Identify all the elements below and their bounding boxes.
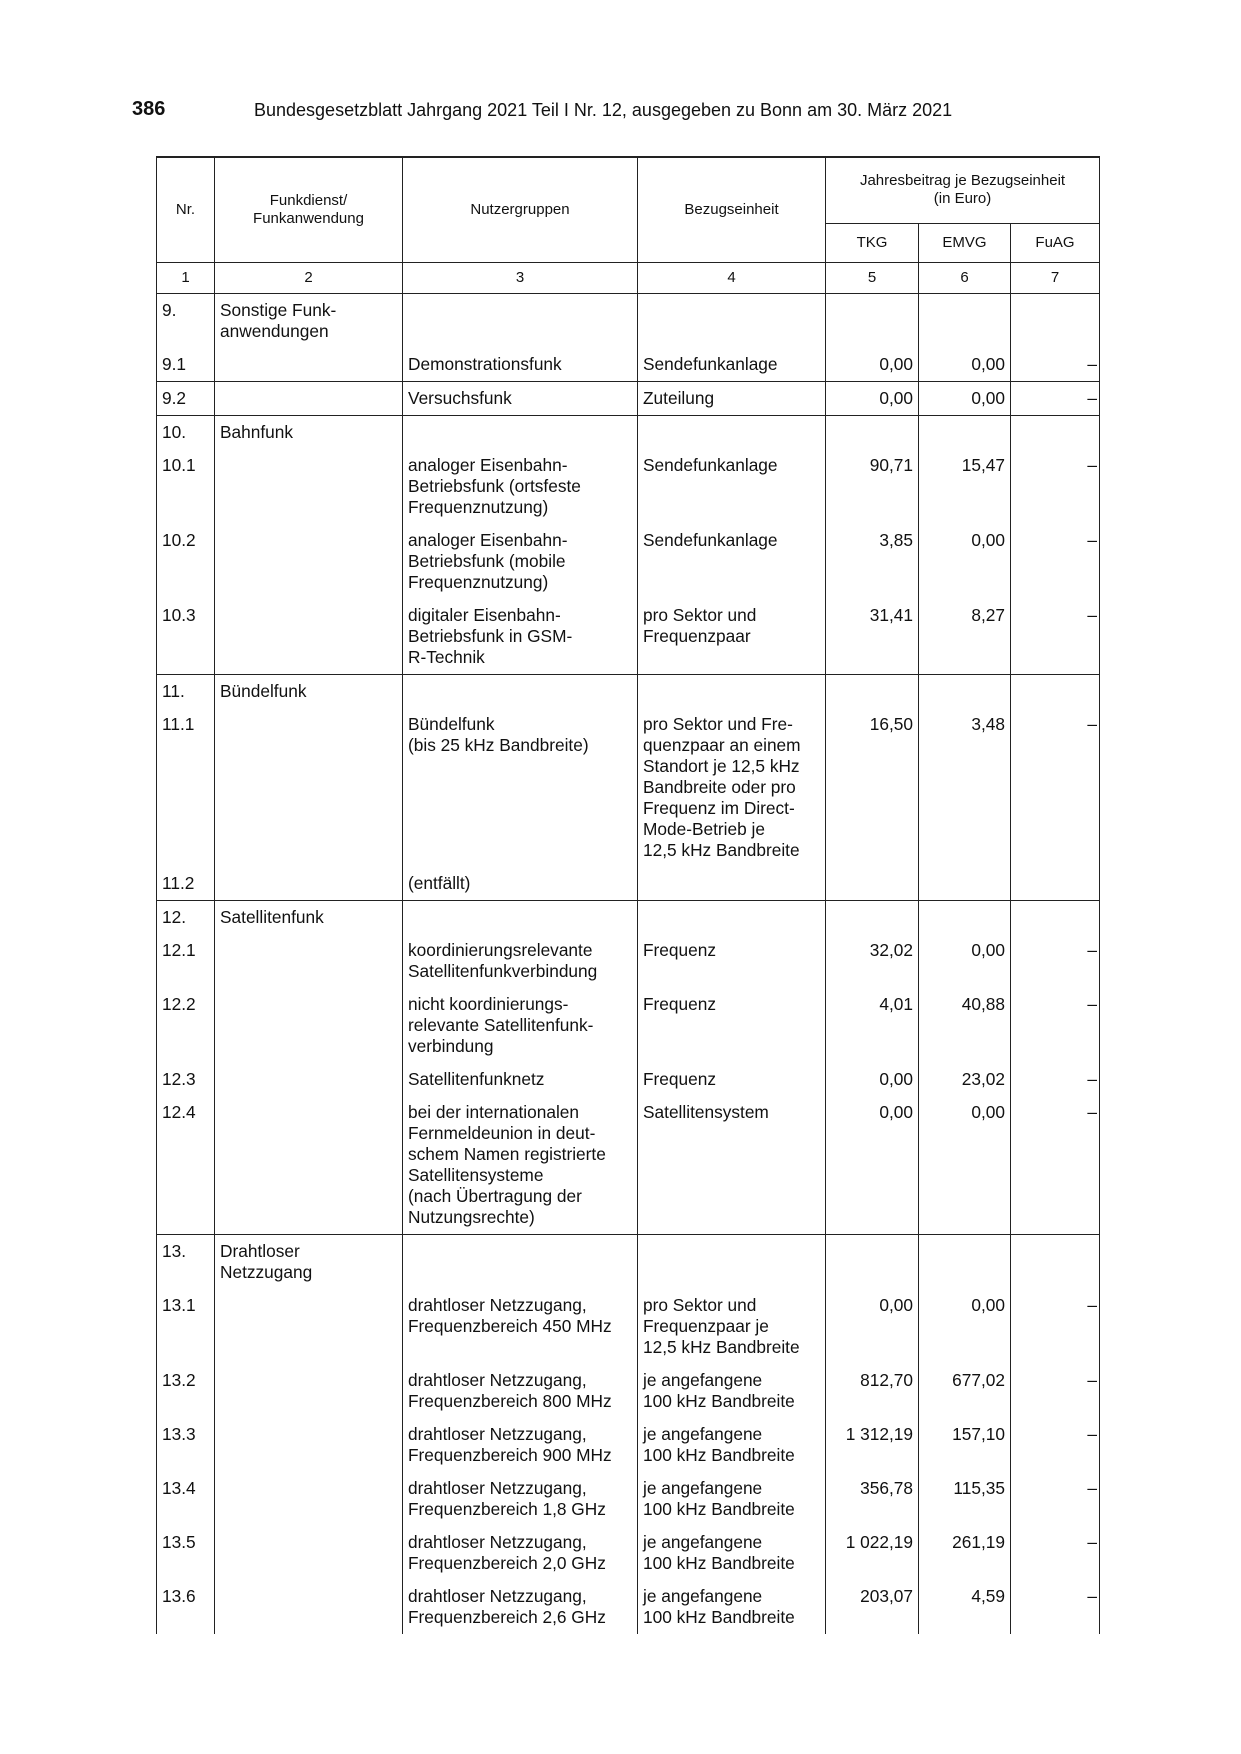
funkdienst-cell [215,1096,403,1235]
row-number: 12.2 [157,988,215,1063]
table-row [157,901,1100,935]
bezugseinheit-cell: pro Sektor und Frequenzpaar [638,599,826,675]
row-number: 9. [157,294,215,349]
tkg-value: 0,00 [826,1096,919,1235]
funkdienst-cell [215,524,403,599]
row-number: 13.6 [157,1580,215,1634]
table-row [157,294,1100,349]
fuag-value: – [1011,1580,1100,1634]
funkdienst-cell [215,599,403,675]
table-row [157,599,1100,675]
column-number: 3 [403,263,638,294]
row-number: 13.1 [157,1289,215,1364]
emvg-value: 0,00 [919,524,1011,599]
bezugseinheit-cell: Frequenz [638,934,826,988]
tkg-value [826,416,919,450]
nutzergruppe-cell: drahtloser Netzzugang, Frequenzbereich 1,8 GHz [403,1472,638,1526]
emvg-value: 0,00 [919,1096,1011,1235]
emvg-value [919,675,1011,709]
funkdienst-cell: Sonstige Funk- anwendungen [215,294,403,349]
table-row [157,1418,1100,1472]
emvg-value: 40,88 [919,988,1011,1063]
nutzergruppe-cell: analoger Eisenbahn- Betriebsfunk (ortsfeste Frequenznutzung) [403,449,638,524]
row-number: 13.4 [157,1472,215,1526]
fuag-value: – [1011,934,1100,988]
tkg-value: 0,00 [826,382,919,416]
funkdienst-cell [215,1289,403,1364]
bezugseinheit-cell: Sendefunkanlage [638,524,826,599]
emvg-value [919,1235,1011,1290]
fuag-value [1011,294,1100,349]
funkdienst-cell [215,1364,403,1418]
tkg-value: 0,00 [826,1289,919,1364]
emvg-value: 0,00 [919,934,1011,988]
bezugseinheit-cell: Sendefunkanlage [638,449,826,524]
emvg-value [919,867,1011,901]
nutzergruppe-cell: digitaler Eisenbahn- Betriebsfunk in GSM- R-Technik [403,599,638,675]
nutzergruppe-cell: Satellitenfunknetz [403,1063,638,1096]
nutzergruppe-cell: drahtloser Netzzugang, Frequenzbereich 900 MHz [403,1418,638,1472]
fuag-value: – [1011,1096,1100,1235]
fuag-value [1011,675,1100,709]
tkg-value: 3,85 [826,524,919,599]
tkg-value: 90,71 [826,449,919,524]
bezugseinheit-cell [638,416,826,450]
bezugseinheit-cell [638,294,826,349]
table-row [157,934,1100,988]
emvg-value: 15,47 [919,449,1011,524]
column-header-nutzergruppen: Nutzergruppen [403,157,638,263]
column-number-row [157,263,1100,294]
nutzergruppe-cell [403,675,638,709]
table-header [157,157,1100,294]
row-number: 10.1 [157,449,215,524]
funkdienst-cell [215,988,403,1063]
funkdienst-cell [215,382,403,416]
fuag-value: – [1011,1364,1100,1418]
row-number: 10.3 [157,599,215,675]
funkdienst-cell: Drahtloser Netzzugang [215,1235,403,1290]
fuag-value: – [1011,1289,1100,1364]
tkg-value [826,867,919,901]
emvg-value [919,901,1011,935]
bezugseinheit-cell [638,1235,826,1290]
bezugseinheit-cell: je angefangene 100 kHz Bandbreite [638,1526,826,1580]
bezugseinheit-cell: pro Sektor und Fre- quenzpaar an einem Standort je 12,5 kHz Bandbreite oder pro Frequenz im Direct- Mode-Betrieb je 12,5 kHz Bandbreite [638,708,826,867]
tkg-value: 16,50 [826,708,919,867]
emvg-value: 261,19 [919,1526,1011,1580]
funkdienst-cell [215,934,403,988]
fuag-value: – [1011,524,1100,599]
fuag-value: – [1011,382,1100,416]
fuag-value [1011,901,1100,935]
emvg-value: 23,02 [919,1063,1011,1096]
tkg-value: 0,00 [826,348,919,382]
funkdienst-cell [215,708,403,867]
fuag-value: – [1011,599,1100,675]
funkdienst-cell [215,348,403,382]
bezugseinheit-cell [638,901,826,935]
nutzergruppe-cell [403,1235,638,1290]
nutzergruppe-cell: nicht koordinierungs- relevante Satellitenfunk- verbindung [403,988,638,1063]
row-number: 12. [157,901,215,935]
row-number: 11.2 [157,867,215,901]
fuag-value: – [1011,708,1100,867]
page-number: 386 [132,98,166,120]
column-header-jahresbeitrag: Jahresbeitrag je Bezugseinheit (in Euro) [826,157,1100,223]
emvg-value: 3,48 [919,708,1011,867]
row-number: 9.2 [157,382,215,416]
tkg-value [826,675,919,709]
table-row [157,1289,1100,1364]
nutzergruppe-cell: Bündelfunk (bis 25 kHz Bandbreite) [403,708,638,867]
nutzergruppe-cell: drahtloser Netzzugang, Frequenzbereich 450 MHz [403,1289,638,1364]
table-body [157,294,1100,1635]
table-row [157,1580,1100,1634]
tkg-value: 203,07 [826,1580,919,1634]
funkdienst-cell: Satellitenfunk [215,901,403,935]
bezugseinheit-cell: pro Sektor und Frequenzpaar je 12,5 kHz Bandbreite [638,1289,826,1364]
bezugseinheit-cell: Sendefunkanlage [638,348,826,382]
funkdienst-cell [215,449,403,524]
column-number: 4 [638,263,826,294]
tkg-value: 812,70 [826,1364,919,1418]
row-number: 11.1 [157,708,215,867]
bezugseinheit-cell [638,867,826,901]
fuag-value: – [1011,449,1100,524]
table-row [157,1063,1100,1096]
tkg-value: 4,01 [826,988,919,1063]
bezugseinheit-cell: Frequenz [638,988,826,1063]
nutzergruppe-cell: drahtloser Netzzugang, Frequenzbereich 2,6 GHz [403,1580,638,1634]
tkg-value [826,294,919,349]
tkg-value [826,1235,919,1290]
column-header-fuag: FuAG [1011,223,1100,262]
bezugseinheit-cell: je angefangene 100 kHz Bandbreite [638,1364,826,1418]
row-number: 11. [157,675,215,709]
emvg-value [919,416,1011,450]
nutzergruppe-cell: drahtloser Netzzugang, Frequenzbereich 2,0 GHz [403,1526,638,1580]
funkdienst-cell [215,1526,403,1580]
bezugseinheit-cell: Frequenz [638,1063,826,1096]
emvg-value: 0,00 [919,382,1011,416]
row-number: 13.2 [157,1364,215,1418]
table-row [157,348,1100,382]
tkg-value: 0,00 [826,1063,919,1096]
emvg-value: 4,59 [919,1580,1011,1634]
column-header-bezugseinheit: Bezugseinheit [638,157,826,263]
page-title: Bundesgesetzblatt Jahrgang 2021 Teil I Nr. 12, ausgegeben zu Bonn am 30. März 2021 [254,100,953,120]
row-number: 10. [157,416,215,450]
bezugseinheit-cell: je angefangene 100 kHz Bandbreite [638,1418,826,1472]
row-number: 12.1 [157,934,215,988]
column-number: 2 [215,263,403,294]
table-row [157,675,1100,709]
table-row [157,1235,1100,1290]
row-number: 10.2 [157,524,215,599]
table-row [157,1096,1100,1235]
table-row [157,1472,1100,1526]
emvg-value: 115,35 [919,1472,1011,1526]
column-number: 7 [1011,263,1100,294]
column-header-emvg: EMVG [919,223,1011,262]
nutzergruppe-cell: analoger Eisenbahn- Betriebsfunk (mobile Frequenznutzung) [403,524,638,599]
row-number: 12.4 [157,1096,215,1235]
tkg-value: 1 312,19 [826,1418,919,1472]
emvg-value: 0,00 [919,348,1011,382]
tkg-value: 31,41 [826,599,919,675]
emvg-value: 0,00 [919,1289,1011,1364]
funkdienst-cell: Bündelfunk [215,675,403,709]
column-header-nr: Nr. [157,157,215,263]
tkg-value: 1 022,19 [826,1526,919,1580]
nutzergruppe-cell: bei der internationalen Fernmeldeunion in deut- schem Namen registrierte Satellitensysteme (nach Übertragung der Nutzungsrechte) [403,1096,638,1235]
funkdienst-cell [215,1063,403,1096]
emvg-value: 157,10 [919,1418,1011,1472]
row-number: 13.3 [157,1418,215,1472]
row-number: 9.1 [157,348,215,382]
nutzergruppe-cell [403,294,638,349]
fuag-value: – [1011,348,1100,382]
table-row [157,867,1100,901]
table-row [157,988,1100,1063]
nutzergruppe-cell: Demonstrationsfunk [403,348,638,382]
row-number: 13.5 [157,1526,215,1580]
nutzergruppe-cell: (entfällt) [403,867,638,901]
funkdienst-cell [215,1472,403,1526]
emvg-value: 8,27 [919,599,1011,675]
bezugseinheit-cell: je angefangene 100 kHz Bandbreite [638,1580,826,1634]
table-row [157,416,1100,450]
nutzergruppe-cell [403,901,638,935]
fuag-value: – [1011,1063,1100,1096]
table-row [157,449,1100,524]
bezugseinheit-cell: Zuteilung [638,382,826,416]
bezugseinheit-cell [638,675,826,709]
table-row [157,708,1100,867]
table-row [157,382,1100,416]
emvg-value: 677,02 [919,1364,1011,1418]
bezugseinheit-cell: je angefangene 100 kHz Bandbreite [638,1472,826,1526]
fuag-value: – [1011,988,1100,1063]
table-row [157,1526,1100,1580]
tkg-value: 356,78 [826,1472,919,1526]
column-number: 5 [826,263,919,294]
funkdienst-cell [215,867,403,901]
column-header-funkdienst: Funkdienst/ Funkanwendung [215,157,403,263]
table-row [157,524,1100,599]
fuag-value: – [1011,1526,1100,1580]
fuag-value [1011,867,1100,901]
nutzergruppe-cell: Versuchsfunk [403,382,638,416]
fuag-value: – [1011,1418,1100,1472]
row-number: 13. [157,1235,215,1290]
tkg-value: 32,02 [826,934,919,988]
tkg-value [826,901,919,935]
row-number: 12.3 [157,1063,215,1096]
fuag-value: – [1011,1472,1100,1526]
nutzergruppe-cell [403,416,638,450]
nutzergruppe-cell: koordinierungsrelevante Satellitenfunkverbindung [403,934,638,988]
column-header-tkg: TKG [826,223,919,262]
funkdienst-cell: Bahnfunk [215,416,403,450]
column-number: 1 [157,263,215,294]
funkdienst-cell [215,1580,403,1634]
funkdienst-cell [215,1418,403,1472]
column-number: 6 [919,263,1011,294]
page-header [132,98,1112,128]
fuag-value [1011,1235,1100,1290]
bezugseinheit-cell: Satellitensystem [638,1096,826,1235]
fee-table [156,156,1100,1634]
fuag-value [1011,416,1100,450]
nutzergruppe-cell: drahtloser Netzzugang, Frequenzbereich 800 MHz [403,1364,638,1418]
emvg-value [919,294,1011,349]
table-row [157,1364,1100,1418]
